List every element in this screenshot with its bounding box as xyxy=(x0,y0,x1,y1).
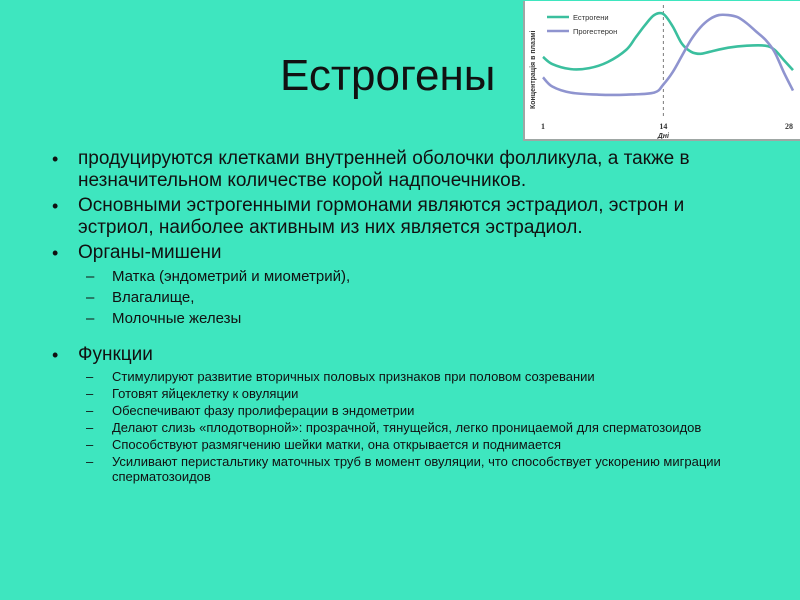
hormone-chart xyxy=(523,1,800,141)
hormone-chart-svg xyxy=(525,1,800,139)
bullet-text: Органы-мишени xyxy=(78,242,222,263)
list-item xyxy=(52,403,742,418)
y-axis-label: Концентрація в плазмі xyxy=(530,30,537,109)
list-item xyxy=(52,369,742,384)
x-tick-label: 1 xyxy=(541,122,545,131)
list-item-text: Молочные железы xyxy=(112,310,242,327)
list-item-text: Матка (эндометрий и миометрий), xyxy=(112,268,351,285)
dash-marker: – xyxy=(86,310,95,327)
slide-content xyxy=(52,148,742,486)
bullet-marker: • xyxy=(52,345,59,365)
list-item xyxy=(52,454,742,484)
legend-label: Прогестерон xyxy=(573,27,618,36)
list-item-text: Влагалище, xyxy=(112,289,195,306)
list-item-text: Способствуют размягчению шейки матки, она открывается и поднимается xyxy=(112,437,562,452)
x-axis-label: Дні xyxy=(657,133,669,139)
dash-marker: – xyxy=(86,437,94,452)
legend-label: Естрогени xyxy=(573,13,609,22)
dash-marker: – xyxy=(86,386,94,401)
bullet-text: продуцируются клетками внутренней оболочки фолликула, а также в незначительном количестве корой надпочечников. xyxy=(78,148,690,191)
list-item-text: Стимулируют развитие вторичных половых признаков при половом созревании xyxy=(112,369,595,384)
list-item xyxy=(52,386,742,401)
bullet-main-hormones xyxy=(52,195,742,239)
bullet-marker: • xyxy=(52,243,59,263)
bullet-text: Основными эстрогенными гормонами являются эстрадиол, эстрон и эстриол, наиболее активным из них является эстрадиол. xyxy=(78,195,685,238)
list-item-text: Готовят яйцеклетку к овуляции xyxy=(112,386,299,401)
list-item xyxy=(52,267,742,286)
dash-marker: – xyxy=(86,420,94,435)
list-item-text: Усиливают перистальтику маточных труб в момент овуляции, что способствует ускорению миграции сперматозоидов xyxy=(112,454,721,484)
dash-marker: – xyxy=(86,268,95,285)
functions-list xyxy=(52,369,742,484)
list-item-text: Обеспечивают фазу пролиферации в эндометрии xyxy=(112,403,415,418)
target-organs-list xyxy=(52,267,742,328)
dash-marker: – xyxy=(86,454,94,469)
list-item xyxy=(52,288,742,307)
bullet-functions xyxy=(52,344,742,366)
slide-title: Естрогены xyxy=(280,51,496,100)
bullet-follicle xyxy=(52,148,742,192)
list-item xyxy=(52,437,742,452)
list-item xyxy=(52,420,742,435)
dash-marker: – xyxy=(86,289,95,306)
bullet-text: Функции xyxy=(78,344,153,365)
list-item-text: Делают слизь «плодотворной»: прозрачной, тянущейся, легко проницаемой для сперматозоидов xyxy=(112,420,702,435)
dash-marker: – xyxy=(86,369,94,384)
bullet-marker: • xyxy=(52,196,59,216)
list-item xyxy=(52,309,742,328)
x-tick-label: 28 xyxy=(785,122,793,131)
bullet-marker: • xyxy=(52,149,59,169)
x-tick-label: 14 xyxy=(659,122,668,131)
bullet-target-organs xyxy=(52,242,742,264)
dash-marker: – xyxy=(86,403,94,418)
